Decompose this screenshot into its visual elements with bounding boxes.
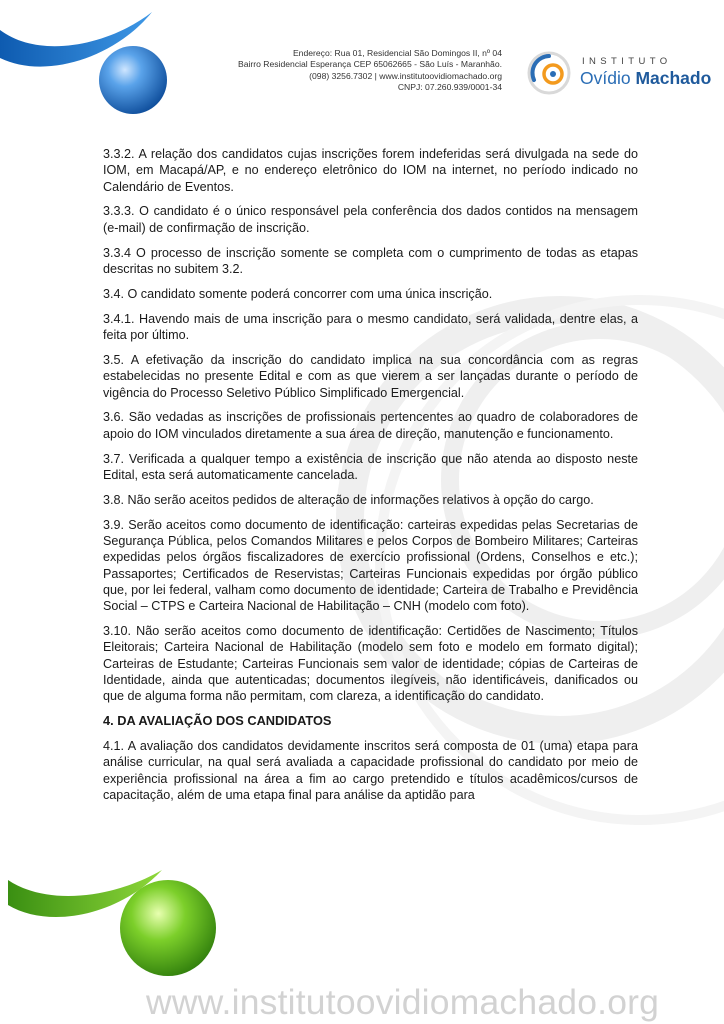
logo-rings-icon xyxy=(526,50,572,96)
institute-logo xyxy=(526,50,716,100)
paragraph-3-3-3: 3.3.3. O candidato é o único responsável pela conferência dos dados contidos na mensagem (e-mail) de confirmação de inscrição. xyxy=(103,204,638,235)
paragraph-3-6: 3.6. São vedadas as inscrições de profissionais pertencentes ao quadro de colaboradores de apoio do IOM vinculados diretamente a sua área de direção, manutenção e funcionamento. xyxy=(103,410,638,441)
paragraph-4-1: 4.1. A avaliação dos candidatos devidamente inscritos será composta de 01 (uma) etapa para análise curricular, na qual será avaliada a capacidade profissional do candidato por meio de experiência profissional na área a fim ao cargo pretendido e títulos acadêmicos/cursos de capacitação, além de uma etapa final para análise da aptidão para xyxy=(103,739,638,802)
address-line: (098) 3256.7302 | www.institutoovidiomachado.org xyxy=(309,70,502,81)
document-body xyxy=(103,146,638,812)
green-swoosh-shape xyxy=(8,870,162,917)
paragraph-3-3-4: 3.3.4 O processo de inscrição somente se completa com o cumprimento de todas as etapas descritas no subitem 3.2. xyxy=(103,245,638,276)
address-line: Endereço: Rua 01, Residencial São Domingos II, nº 04 xyxy=(292,48,502,58)
section-heading: 4. DA AVALIAÇÃO DOS CANDIDATOS xyxy=(103,713,332,729)
footer-website-url: www.institutoovidiomachado.org xyxy=(146,982,660,1022)
paragraph-3-8: 3.8. Não serão aceitos pedidos de alteração de informações relativos à opção do cargo. xyxy=(103,492,594,507)
paragraph-3-7: 3.7. Verificada a qualquer tempo a existência de inscrição que não atenda ao disposto neste Edital, esta será automaticamente cancelada. xyxy=(103,451,638,482)
blue-swoosh-shape xyxy=(0,12,152,67)
logo-top-text: INSTITUTO xyxy=(582,56,672,67)
paragraph-3-9: 3.9. Serão aceitos como documento de identificação: carteiras expedidas pelas Secretarias de Segurança Pública, pelos Comandos Militares e pelos Corpos de Bombeiro Militares; Carteiras expedidas pelos órgãos fiscalizadores de exercício profissional (Ordens, Conselhos e etc.); Passaportes; Certificados de Reservistas; Carteiras Funcionais expedidas por órgão público que, por lei federal, valham como documento de identidade; Carteira de Trabalho e Previdência Social – CTPS e Carteira Nacional de Habilitação – CNH (modelo com foto). xyxy=(103,517,638,614)
logo-name-last: Machado xyxy=(635,68,712,88)
address-line: CNPJ: 07.260.939/0001-34 xyxy=(397,82,502,93)
paragraph-3-5: 3.5. A efetivação da inscrição do candidato implica na sua concordância com as regras estabelecidas no presente Edital e com as que vierem a ser lançadas durante o período de vigência do Processo Seletivo Público Simplificado Emergencial. xyxy=(103,352,638,400)
paragraph-3-4-1: 3.4.1. Havendo mais de uma inscrição para o mesmo candidato, será validada, dentre elas, a feita por último. xyxy=(103,311,638,343)
logo-name-first: Ovídio xyxy=(580,68,631,88)
green-sphere-shape xyxy=(120,880,216,976)
address-line: Bairro Residencial Esperança CEP 65062665 - São Luís - Maranhão. xyxy=(237,59,502,70)
paragraph-3-3-2: 3.3.2. A relação dos candidatos cujas inscrições forem indeferidas será divulgada na sede do IOM, em Macapá/AP, e no endereço eletrônico do IOM na internet, no período indicado no Calendário de Eventos. xyxy=(103,147,638,194)
header-address xyxy=(190,48,502,94)
blue-sphere-shape xyxy=(99,46,167,114)
logo-name xyxy=(580,68,711,89)
paragraph-3-4: 3.4. O candidato somente poderá concorrer com uma única inscrição. xyxy=(103,286,493,301)
paragraph-3-10: 3.10. Não serão aceitos como documento de identificação: Certidões de Nascimento; Títulos Eleitorais; Carteira Nacional de Habilitação (modelo sem foto e modelo em formato digital); Carteiras de Estudante; Carteiras Funcionais sem valor de identidade; cópias de Carteiras de Identidade, ainda que autenticadas; documentos ilegíveis, não identificáveis, danificados ou que de alguma forma não permitam, com clareza, a identificação do candidato. xyxy=(103,624,638,704)
